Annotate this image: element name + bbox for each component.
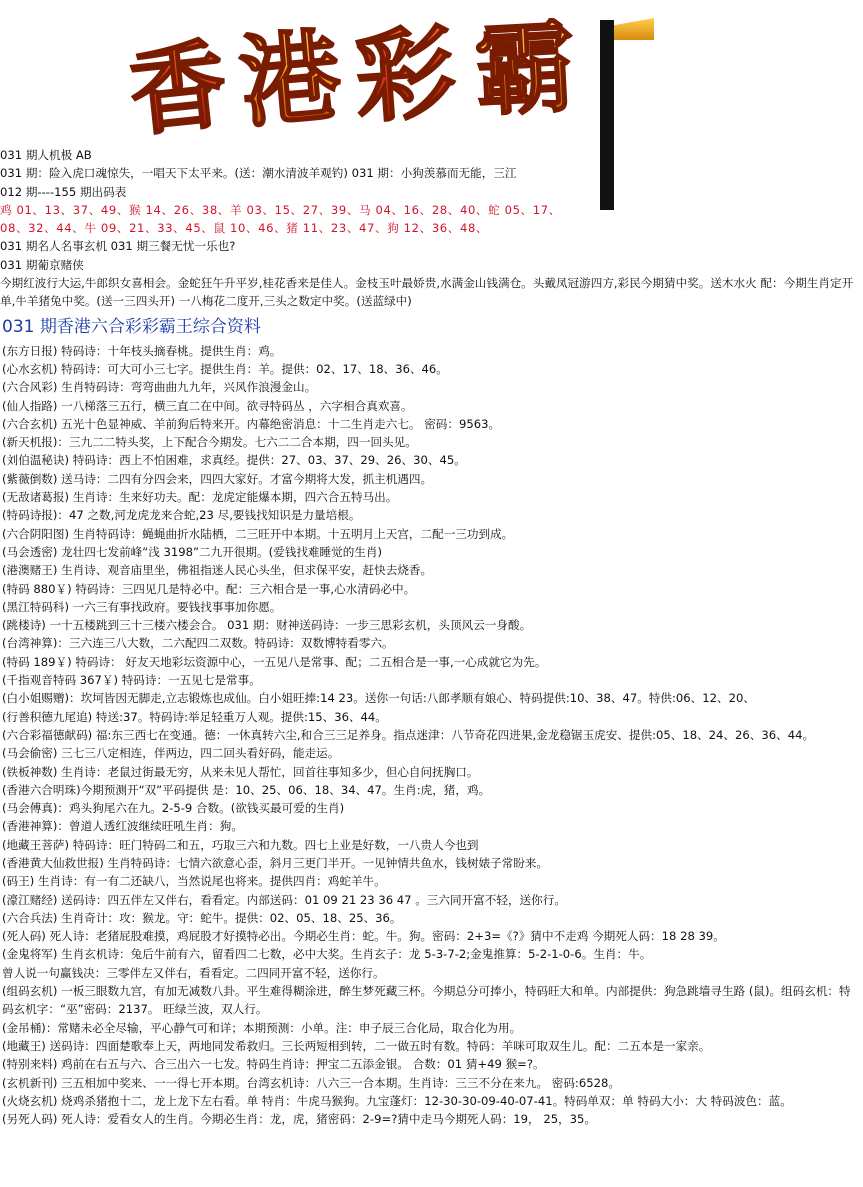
banner xyxy=(0,0,863,150)
list-item: (组码玄机) 一板三眼数九宫，有加无减数八卦。平生难得糊涂进，醉生梦死藏三杯。今期总分可捧小，特码旺大和单。内部提供：狗急跳墙寻生路 (鼠)。组码玄机：特码玄机字：“巫”密码：2137。 旺绿兰波，双人行。 xyxy=(2,984,851,1017)
document-body xyxy=(0,146,860,1128)
list-item: (玄机新刊) 三五相加中奖来、一一得七开本期。台湾玄机诗：八六三一合本期。生肖诗：三三不分在来九。 密码:6528。 xyxy=(2,1075,620,1090)
list-item: (特码诗报)：47 之数,河龙虎龙来合蛇,23 尽,要钱找知识是力量培根。 xyxy=(2,508,361,523)
list-item: (另死人码) 死人诗：爱看女人的生肖。今期必生肖：龙，虎，猪密码：2-9=?猜中走马今期死人码：19， 25，35。 xyxy=(2,1112,597,1127)
red-wave-paragraph: 今期红波行大运,牛郎织女喜相会。金蛇狂午升平岁,桂花香来是佳人。金枝玉叶最娇贵,水满金山钱满仓。头戴凤冠游四方,彩民今期猜中奖。送木水火 配：今期生肖定开单,牛羊猪兔中奖。(送一三四头开) 一八梅花二度开,三头之数定中奖。(送蓝绿中) xyxy=(0,276,854,309)
list-item: (跳楼诗) 一十五楼跳到三十三楼六楼会合。 031 期：财神送码诗：一步三思彩玄机，头顶风云一身酸。 xyxy=(2,618,532,633)
list-item: (香港六合明珠)今期预测开“双”平码提供 是：10、25、06、18、34、47。生肖:虎，猪，鸡。 xyxy=(2,782,491,797)
list-item: (特码 189￥) 特码诗： 好友天地彩坛资源中心，一五见八是常事、配；二五相合是一事,一心成就它为先。 xyxy=(2,654,547,669)
list-item: (六合风彩) 生肖特码诗：弯弯曲曲九九年，兴风作浪漫金山。 xyxy=(2,380,317,395)
number-table-line-1: 鸡 01、13、37、49、猴 14、26、38、羊 03、15、27、39、马 04、16、28、40、蛇 05、17、 xyxy=(0,202,561,217)
svg-text:彩: 彩 xyxy=(351,18,460,136)
list-item: (濠江赌经) 送码诗：四五伴左又伴右，看看定。内部送码：01 09 21 23 36 47 。三六同开富不轻，送你行。 xyxy=(2,892,566,907)
list-item: (香港神算)：曾道人透红波继续旺吼生肖：狗。 xyxy=(2,819,243,834)
intro-line-2: 031 期：险入虎口魂惊失，一唱天下太平来。(送：潮水清波羊观钓) 031 期：小狗羡慕而无能，三江 xyxy=(0,166,517,181)
list-item: (香港黄大仙救世报) 生肖特码诗：七情六欲意心歪，斜月三更门半开。一见钟情共鱼水，钱树婊子常盼来。 xyxy=(2,855,549,870)
list-item: (火烧玄机) 烧鸡杀猪抱十二，龙上龙下左右看。单 特肖：牛虎马猴狗。九宝蓬灯：12-30-30-09-40-07-41。特码单双：单 特码大小：大 特码波色：蓝。 xyxy=(2,1093,792,1108)
list-item: (无敌诸葛报) 生肖诗：生来好功夫。配：龙虎定能爆本期，四六合五特马出。 xyxy=(2,490,398,505)
list-item: (港澳赌王) 生肖诗、观音庙里坐，佛祖指迷人民心头坐，但求保平安，赶快去烧香。 xyxy=(2,563,433,578)
section-title: 031 期香港六合彩彩霸王综合资料 xyxy=(2,316,261,337)
list-item: (地藏王菩萨) 特码诗：旺门特码二和五，巧取三六和九数。四七上业是好数，一八贵人今也到 xyxy=(2,837,479,852)
list-item: (行善积德九尾追) 特送:37。特码诗:举足轻重万人观。提供:15、36、44。 xyxy=(2,709,387,724)
number-table-line-2: 08、32、44、牛 09、21、33、45、鼠 10、46、猪 11、23、47、狗 12、36、48、 xyxy=(0,221,489,236)
list-item: (新天机报)：三九二二特头奖，上下配合今期发。七六二二合本期，四一回头见。 xyxy=(2,435,417,450)
list-item: (台湾神算)：三六连三八大数，二六配四二双数。特码诗：双数博特看零六。 xyxy=(2,636,394,651)
svg-text:香: 香 xyxy=(124,28,232,136)
intro-line-3: 012 期----155 期出码表 xyxy=(0,184,127,199)
list-item: (刘伯温秘诀) 特码诗：西上不怕困难，求真经。提供：27、03、37、29、26、30、45。 xyxy=(2,453,466,468)
macau-gambler-line: 031 期葡京赌侠 xyxy=(0,257,84,272)
list-item: (马会偷密) 三七三八定相连，伴两边，四二回头看好码，能走运。 xyxy=(2,746,340,761)
list-item: (千指观音特码 367￥) 特码诗：一五见七是常事。 xyxy=(2,673,261,688)
list-item: (地藏王) 送码诗：四面楚歌奉上天，两地同发希救归。三长两短相到转，二一做五时有数。特码：羊咪可取双生儿。配：二五本是一家亲。 xyxy=(2,1038,711,1053)
entries-list xyxy=(0,342,860,1129)
list-item: (特码 880￥) 特码诗：三四见几是特必中。配：三六相合是一事,心水清码必中。 xyxy=(2,581,416,596)
list-item: (六合兵法) 生肖奇计：攻：猴龙。守：蛇牛。提供：02、05、18、25、36。 xyxy=(2,910,402,925)
svg-text:港: 港 xyxy=(235,18,346,136)
famous-people-line: 031 期名人名事玄机 031 期三餐无忧一乐也? xyxy=(0,239,236,254)
list-item: (码王) 生肖诗：有一有二还缺八，当然说尾也将来。提供四肖：鸡蛇羊牛。 xyxy=(2,874,386,889)
list-item: (仙人指路) 一八梯落三五行，横三直二在中间。欲寻特码丛 ，六字相合真欢喜。 xyxy=(2,398,413,413)
list-item: (金鬼将军) 生肖玄机诗：兔后牛前有六，留看四二七数，必中大奖。生肖玄子：龙 5-3-7-2;金鬼推算：5-2-1-0-6。生肖：牛。 xyxy=(2,947,652,962)
list-item: (金吊桶)：常赌未必全尽输，平心静气可和详；本期预测：小单。注：申子辰三合化局，取合化为用。 xyxy=(2,1020,522,1035)
svg-text:霸: 霸 xyxy=(472,18,579,131)
list-item: 曾人说一句赢钱决：三零伴左又伴右，看看定。二四同开富不轻，送你行。 xyxy=(2,965,385,980)
list-item: (死人码) 死人诗：老猪屁股难摸，鸡屁股才好摸特必出。今期必生肖：蛇。牛。狗。密码：2+3=《?》猜中不走鸡 今期死人码：18 28 39。 xyxy=(2,929,725,944)
banner-title-logo-art xyxy=(120,18,600,136)
list-item: (六合阴阳图) 生肖特码诗：蝇蝇曲折水陆栖，二三旺开中本期。十五明月上天宫，二配一三功到成。 xyxy=(2,526,514,541)
list-item: (心水玄机) 特码诗：可大可小三七字。提供生肖：羊。提供：02、17、18、36、46。 xyxy=(2,361,448,376)
list-item: (特别来料) 鸡前在右五与六、合三出六一七发。特码生肖诗：押宝二五添金银。 合数：01 猜+49 猴=?。 xyxy=(2,1057,545,1072)
list-item: (马会傅真)：鸡头狗尾六在九。2-5-9 合数。(欲钱买最可爱的生肖) xyxy=(2,801,345,816)
list-item: (六合彩福德献码) 福:东三西七在变通。德：一休真转六尘,和合三三足养身。指点迷津：八节奇花四进果,金龙稳锯玉虎安、提供:05、18、24、26、36、44。 xyxy=(2,727,815,742)
list-item: (黑江特码科) 一六三有事找政府。要钱找事事加你愿。 xyxy=(2,599,282,614)
list-item: (东方日报) 特码诗：十年枝头摘春桃。提供生肖：鸡。 xyxy=(2,343,282,358)
list-item: (紫薇倒数) 送马诗：二四有分四会来，四四大家好。才富今期将大发，抓主机遇四。 xyxy=(2,471,433,486)
banner-title-logo xyxy=(120,18,600,136)
list-item: (六合玄机) 五光十色显神威、羊前狗后特来开。内幕绝密消息：十二生肖走六七。 密码：9563。 xyxy=(2,416,501,431)
intro-line-1: 031 期人机极 AB xyxy=(0,148,92,162)
list-item: (白小姐赐赠)：坎坷皆因无脚走,立志锻炼也成仙。白小姐旺捧:14 23。送你一句话:八郎孝顺有娘心、特码提供:10、38、47。特供:06、12、20、 xyxy=(2,691,755,706)
list-item: (铁板神数) 生肖诗：老鼠过街最无穷，从来未见人帮忙，回首往事知多少，但心自问抚胸口。 xyxy=(2,764,479,779)
list-item: (马会透密) 龙壮四七发前峰“浅 3198”二九开很期。(爱钱找难睡觉的生肖) xyxy=(2,544,383,559)
